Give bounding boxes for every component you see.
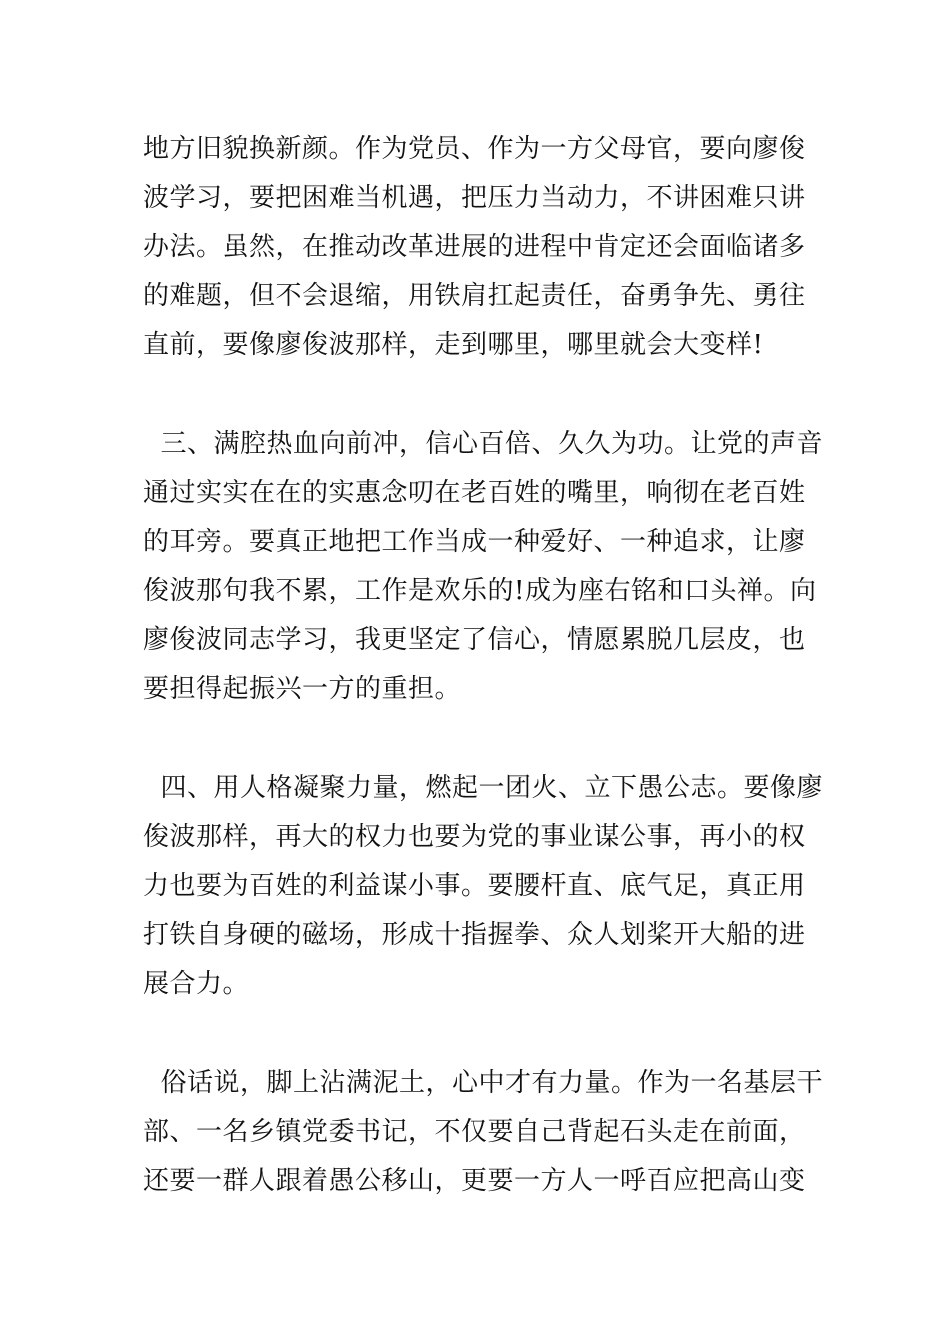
text-line: 部、一名乡镇党委书记，不仅要自己背起石头走在前面， — [143, 1117, 806, 1147]
text-line: 俊波那句我不累，工作是欢乐的!成为座右铭和口头禅。向 — [143, 576, 817, 606]
paragraph-spacer — [143, 370, 808, 420]
text-line: 俗话说，脚上沾满泥土，心中才有力量。作为一名基层干 — [143, 1068, 824, 1098]
text-line: 打铁自身硬的磁场，形成十指握拳、众人划桨开大船的进 — [143, 920, 806, 950]
text-line: 廖俊波同志学习，我更坚定了信心，情愿累脱几层皮，也 — [143, 625, 806, 655]
text-line: 俊波那样，再大的权力也要为党的事业谋公事，再小的权 — [143, 822, 806, 852]
document-body — [143, 125, 824, 1206]
text-line: 波学习，要把困难当机遇，把压力当动力，不讲困难只讲 — [143, 183, 806, 213]
text-line: 的难题，但不会退缩，用铁肩扛起责任，奋勇争先、勇往 — [143, 281, 806, 311]
text-line: 直前，要像廖俊波那样，走到哪里，哪里就会大变样! — [143, 330, 764, 360]
paragraph-2 — [143, 420, 824, 714]
paragraph-3 — [143, 764, 824, 1009]
text-line: 办法。虽然，在推动改革进展的进程中肯定还会面临诸多 — [143, 232, 806, 262]
text-line: 展合力。 — [143, 969, 250, 999]
text-line: 地方旧貌换新颜。作为党员、作为一方父母官，要向廖俊 — [143, 134, 806, 164]
paragraph-1 — [143, 125, 808, 370]
text-line: 通过实实在在的实惠念叨在老百姓的嘴里，响彻在老百姓 — [143, 478, 806, 508]
paragraph-4 — [143, 1059, 824, 1206]
text-line: 的耳旁。要真正地把工作当成一种爱好、一种追求，让廖 — [143, 527, 806, 557]
paragraph-spacer — [143, 714, 808, 764]
text-line: 力也要为百姓的利益谋小事。要腰杆直、底气足，真正用 — [143, 871, 806, 901]
paragraph-spacer — [143, 1009, 808, 1059]
text-line: 要担得起振兴一方的重担。 — [143, 674, 462, 704]
text-line: 还要一群人跟着愚公移山，更要一方人一呼百应把高山变 — [143, 1166, 806, 1196]
text-line: 四、用人格凝聚力量，燃起一团火、立下愚公志。要像廖 — [143, 773, 824, 803]
text-line: 三、满腔热血向前冲，信心百倍、久久为功。让党的声音 — [143, 429, 824, 459]
